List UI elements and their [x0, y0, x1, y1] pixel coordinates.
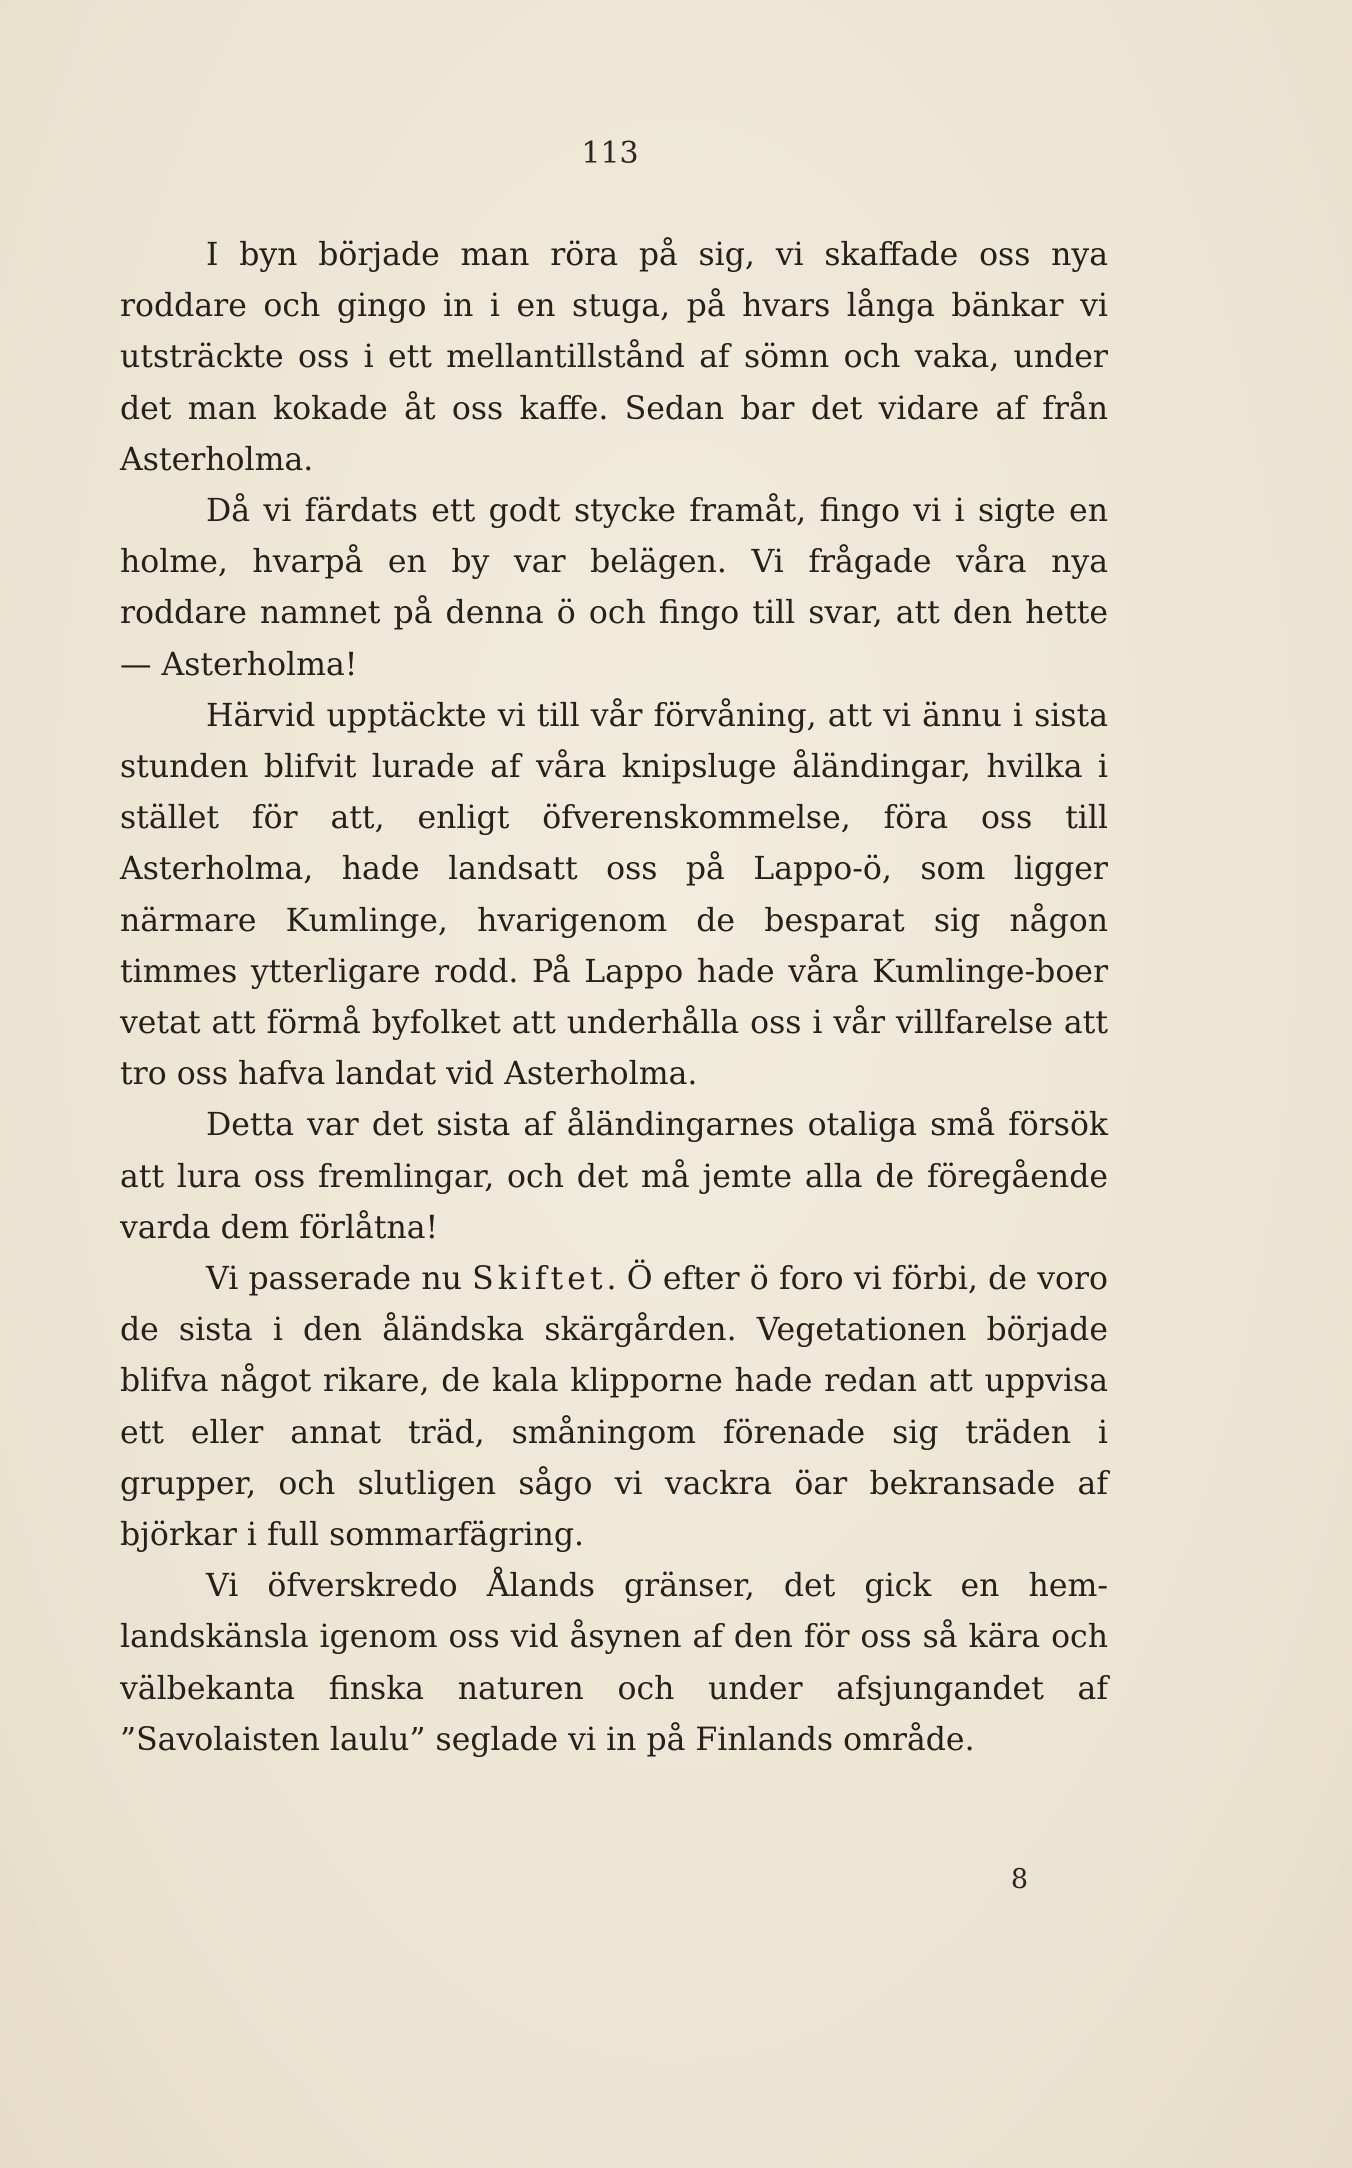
paragraph-5 [120, 1254, 1108, 1561]
paragraph-2: Då vi färdats ett godt stycke framåt, fingo vi i sigte en holme, hvarpå en by var belägen. Vi frågade våra nya roddare namnet på denna ö och fingo till svar, att den hette — Asterholma! [120, 493, 1108, 683]
page-number: 113 [581, 136, 639, 171]
paragraph-6: Vi öfverskredo Ålands gränser, det gick en hemlandskänsla igenom oss vid åsynen af den för oss så kära och välbekanta finska naturen och under afsjungandet af ”Savolaisten laulu” seglade vi in på Finlands område. [120, 1568, 1108, 1758]
place-name-skiftet: Skiftet [472, 1261, 607, 1298]
paragraph-4: Detta var det sista af åländingarnes otaliga små försök att lura oss fremlingar, och det må jemte alla de föregående varda dem förlåtna! [120, 1107, 1108, 1246]
signature-mark: 8 [1010, 1864, 1028, 1895]
body-text [120, 230, 1108, 1766]
paragraph-5-start: Vi passerade nu [206, 1261, 473, 1298]
paragraph-1: I byn började man röra på sig, vi skaffade oss nya roddare och gingo in i en stuga, på hvars långa bänkar vi utsträckte oss i ett mellantillstånd af sömn och vaka, under det man kokade åt oss kaffe. Sedan bar det vidare af från Asterholma. [120, 237, 1108, 478]
paragraph-5-end: . Ö efter ö foro vi förbi, de voro de sista i den åländska skärgården. Vegetationen började blifva något rikare, de kala klipporne hade redan att uppvisa ett eller annat träd, småningom förenade sig träden i grupper, och slutligen sågo vi vackra öar bekransade af björkar i full sommarfägring. [120, 1261, 1108, 1554]
paragraph-3: Härvid upptäckte vi till vår förvåning, att vi ännu i sista stunden blifvit lurade af våra knipsluge åländingar, hvilka i stället för att, enligt öfverenskommelse, föra oss till Asterholma, hade landsatt oss på Lappo-ö, som ligger närmare Kumlinge, hvarigenom de besparat sig någon timmes ytterligare rodd. På Lappo hade våra Kumlinge-boer vetat att förmå byfolket att underhålla oss i vår villfarelse att tro oss hafva landat vid Asterholma. [120, 697, 1108, 1093]
